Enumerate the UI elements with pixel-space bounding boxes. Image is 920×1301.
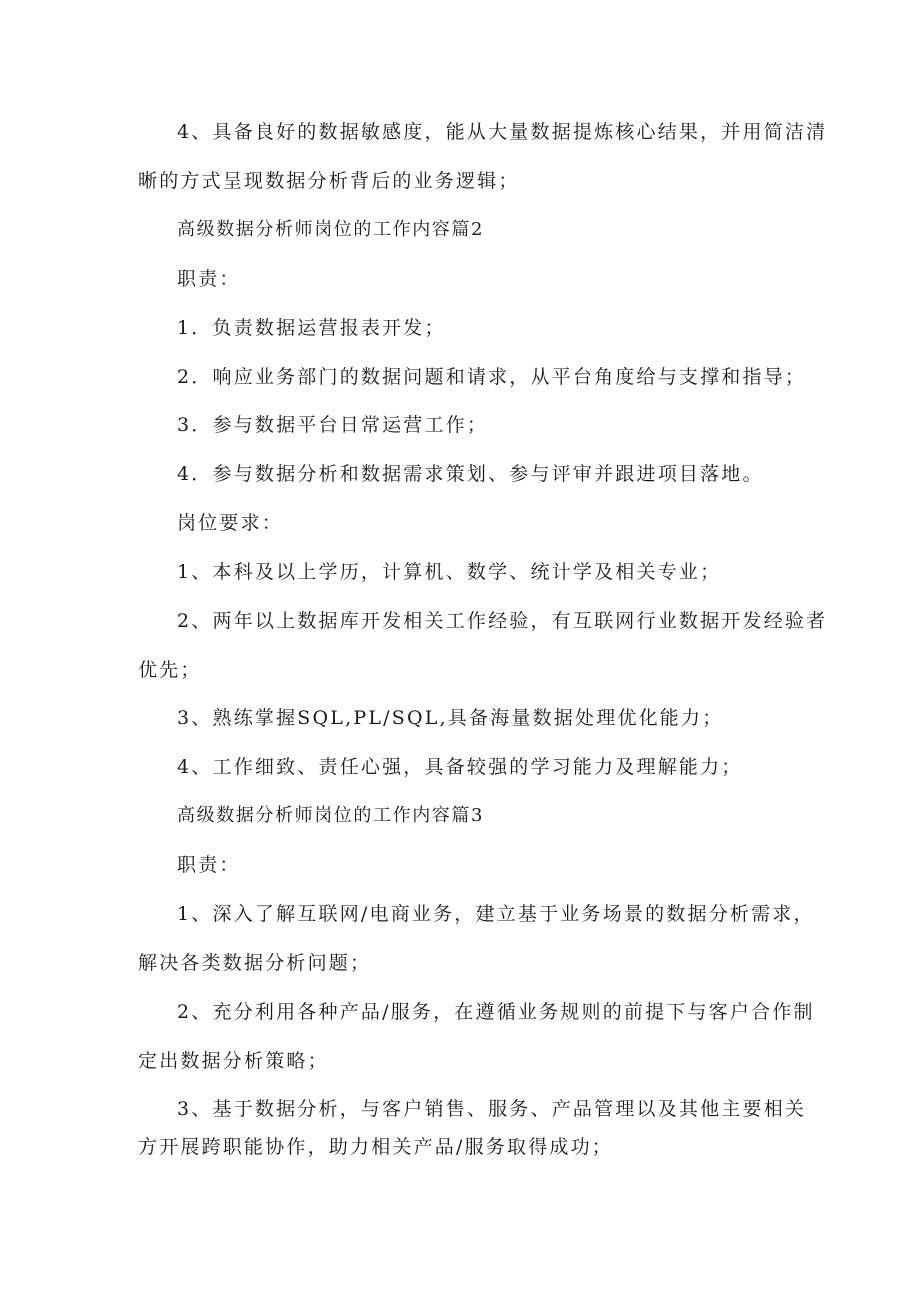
text-line: 定出数据分析策略；	[138, 1050, 329, 1072]
text-line: 1、深入了解互联网/电商业务，建立基于业务场景的数据分析需求，	[177, 903, 815, 925]
text-line: 职责：	[177, 268, 241, 290]
text-line: 2、两年以上数据库开发相关工作经验，有互联网行业数据开发经验者	[177, 610, 828, 632]
text-line: 2、充分利用各种产品/服务，在遵循业务规则的前提下与客户合作制	[177, 1001, 815, 1023]
text-line: 解决各类数据分析问题；	[138, 952, 372, 974]
text-line: 4、具备良好的数据敏感度，能从大量数据提炼核心结果，并用简洁清	[177, 121, 828, 143]
text-line: 岗位要求：	[177, 512, 284, 534]
section-heading: 高级数据分析师岗位的工作内容篇2	[177, 219, 485, 240]
text-line: 1．负责数据运营报表开发；	[177, 317, 446, 339]
text-line: 1、本科及以上学历，计算机、数学、统计学及相关专业；	[177, 561, 722, 583]
section-heading: 高级数据分析师岗位的工作内容篇3	[177, 805, 485, 826]
text-line: 4．参与数据分析和数据需求策划、参与评审并跟进项目落地。	[177, 463, 764, 485]
text-line: 2．响应业务部门的数据问题和请求，从平台角度给与支撑和指导；	[177, 366, 807, 388]
text-line: 3．参与数据平台日常运营工作；	[177, 414, 489, 436]
text-line: 晰的方式呈现数据分析背后的业务逻辑；	[138, 170, 520, 192]
text-line: 3、基于数据分析，与客户销售、服务、产品管理以及其他主要相关	[177, 1098, 807, 1120]
text-line: 方开展跨职能协作，助力相关产品/服务取得成功；	[138, 1136, 614, 1158]
text-line: 优先；	[138, 659, 202, 681]
text-line: 3、熟练掌握SQL,PL/SQL,具备海量数据处理优化能力；	[177, 707, 724, 729]
text-line: 4、工作细致、责任心强，具备较强的学习能力及理解能力；	[177, 756, 743, 778]
text-line: 职责：	[177, 854, 241, 876]
